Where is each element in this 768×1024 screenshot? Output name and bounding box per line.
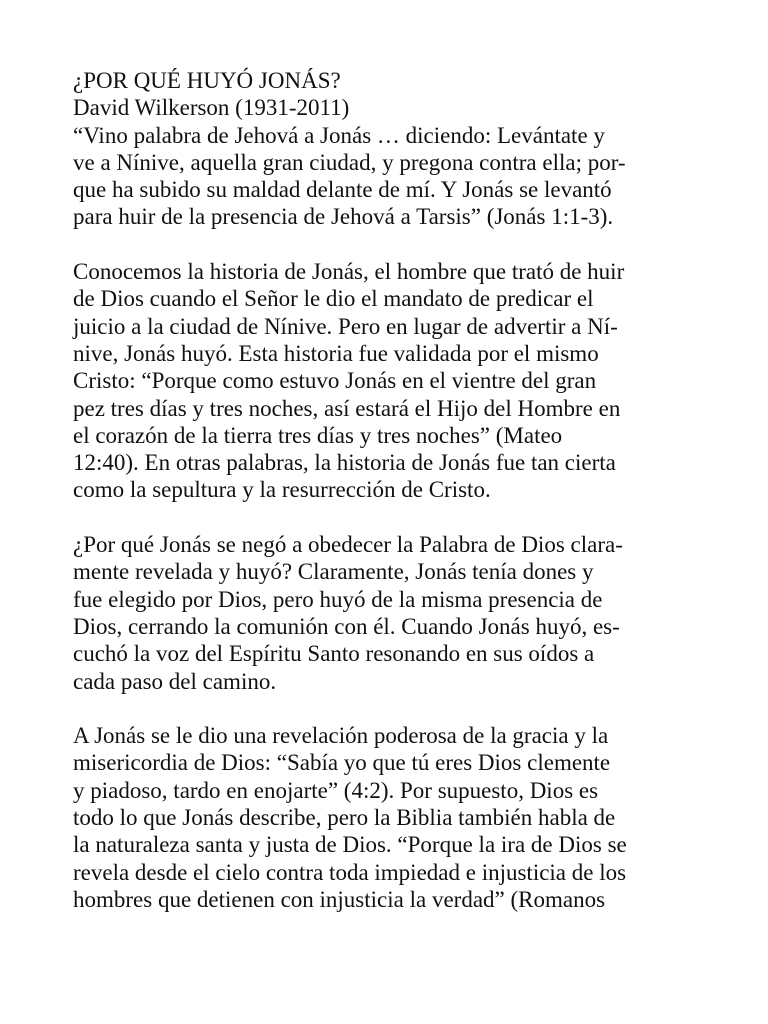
text-line: revela desde el cielo contra toda impiedad e injusticia de los	[73, 859, 627, 885]
text-line: todo lo que Jonás describe, pero la Biblia también habla de	[73, 805, 616, 831]
text-line: de Dios cuando el Señor le dio el mandato de predicar el	[73, 286, 594, 312]
text-line: cada paso del camino.	[73, 668, 277, 694]
text-line: 12:40). En otras palabras, la historia de Jonás fue tan cierta	[73, 450, 616, 476]
text-line: la naturaleza santa y justa de Dios. “Porque la ira de Dios se	[73, 832, 627, 858]
document-author: David Wilkerson (1931-2011)	[73, 95, 350, 121]
text-line: A Jonás se le dio una revelación poderosa de la gracia y la	[73, 723, 609, 749]
text-line: mente revelada y huyó? Claramente, Jonás tenía dones y	[73, 559, 594, 585]
text-line: pez tres días y tres noches, así estará el Hijo del Hombre en	[73, 395, 621, 421]
paragraph-3	[73, 531, 713, 695]
text-line: Conocemos la historia de Jonás, el hombre que trató de huir	[73, 259, 625, 285]
text-line: fue elegido por Dios, pero huyó de la misma presencia de	[73, 586, 603, 612]
text-line: para huir de la presencia de Jehová a Tarsis” (Jonás 1:1-3).	[73, 204, 614, 230]
text-line: y piadoso, tardo en enojarte” (4:2). Por supuesto, Dios es	[73, 777, 599, 803]
text-line: ¿Por qué Jonás se negó a obedecer la Palabra de Dios clara-	[73, 532, 623, 558]
text-line: “Vino palabra de Jehová a Jonás … diciendo: Levántate y	[73, 122, 605, 148]
document-page	[73, 67, 713, 913]
paragraph-1	[73, 122, 713, 231]
text-line: como la sepultura y la resurrección de Cristo.	[73, 477, 491, 503]
text-line: juicio a la ciudad de Nínive. Pero en lugar de advertir a Ní-	[73, 313, 618, 339]
text-line: hombres que detienen con injusticia la verdad” (Romanos	[73, 886, 606, 912]
text-line: misericordia de Dios: “Sabía yo que tú eres Dios clemente	[73, 750, 611, 776]
text-line: ve a Nínive, aquella gran ciudad, y pregona contra ella; por-	[73, 149, 626, 175]
document-title: ¿POR QUÉ HUYÓ JONÁS?	[73, 68, 341, 93]
paragraph-4	[73, 722, 713, 913]
text-line: el corazón de la tierra tres días y tres noches” (Mateo	[73, 422, 563, 448]
paragraph-spacer	[73, 504, 713, 531]
text-line: nive, Jonás huyó. Esta historia fue validada por el mismo	[73, 340, 599, 366]
text-line: que ha subido su maldad delante de mí. Y Jonás se levantó	[73, 177, 612, 203]
paragraph-spacer	[73, 231, 713, 258]
text-line: Dios, cerrando la comunión con él. Cuando Jonás huyó, es-	[73, 613, 620, 639]
paragraph-2	[73, 258, 713, 504]
text-line: Cristo: “Porque como estuvo Jonás en el vientre del gran	[73, 368, 597, 394]
text-line: cuchó la voz del Espíritu Santo resonando en sus oídos a	[73, 641, 595, 667]
paragraph-spacer	[73, 695, 713, 722]
